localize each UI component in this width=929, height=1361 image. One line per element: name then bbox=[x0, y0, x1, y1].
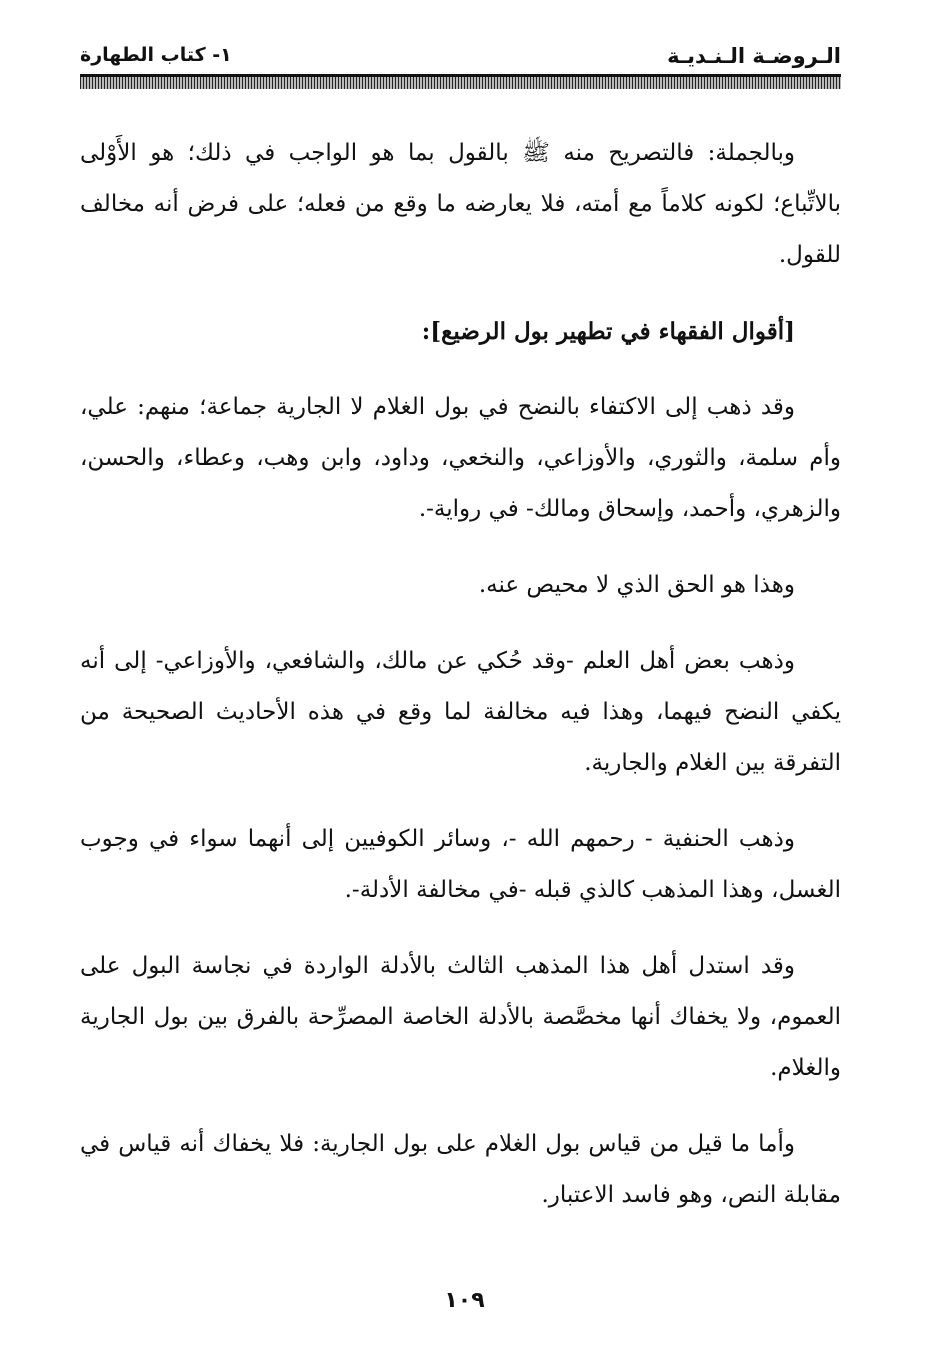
paragraph: وذهب الحنفية - رحمهم الله -، وسائر الكوفيين إلى أنهما سواء في وجوب الغسل، وهذا المذهب كالذي قبله -في مخالفة الأدلة-. bbox=[80, 826, 841, 903]
page-number: ١٠٩ bbox=[444, 1288, 485, 1313]
header-rule bbox=[80, 74, 841, 89]
paragraph: وبالجملة: فالتصريح منه ﷺ بالقول بما هو الواجب في ذلك؛ هو الأَوْلى بالاتِّباع؛ لكونه كلاماً مع أمته، فلا يعارضه ما وقع من فعله؛ على فرض أنه مخالف للقول. bbox=[80, 140, 841, 268]
paragraph: وذهب بعض أهل العلم -وقد حُكي عن مالك، والشافعي، والأوزاعي- إلى أنه يكفي النضح فيهما، وهذا فيه مخالفة لما وقع في هذه الأحاديث الصحيحة من التفرقة بين الغلام والجارية. bbox=[80, 648, 841, 776]
running-header bbox=[80, 40, 841, 74]
paragraph: وقد ذهب إلى الاكتفاء بالنضح في بول الغلام لا الجارية جماعة؛ منهم: علي، وأم سلمة، والثوري، والأوزاعي، والنخعي، وداود، وابن وهب، وعطاء، والحسن، والزهري، وأحمد، وإسحاق ومالك- في رواية-. bbox=[80, 394, 841, 522]
paragraph: وقد استدل أهل هذا المذهب الثالث بالأدلة الواردة في نجاسة البول على العموم، ولا يخفاك أنها مخصَّصة بالأدلة الخاصة المصرِّحة بالفرق بين بول الجارية والغلام. bbox=[80, 953, 841, 1081]
section-heading: [أقوال الفقهاء في تطهير بول الرضيع]: bbox=[421, 318, 795, 345]
chapter-title: ١- كتاب الطهارة bbox=[80, 44, 232, 66]
paragraph: وهذا هو الحق الذي لا محيص عنه. bbox=[478, 572, 795, 598]
paragraph: وأما ما قيل من قياس بول الغلام على بول الجارية: فلا يخفاك أنه قياس في مقابلة النص، وهو فاسد الاعتبار. bbox=[80, 1131, 841, 1208]
book-title: الـروضـة الـنـديـة bbox=[667, 44, 841, 68]
body-text bbox=[80, 128, 841, 1246]
